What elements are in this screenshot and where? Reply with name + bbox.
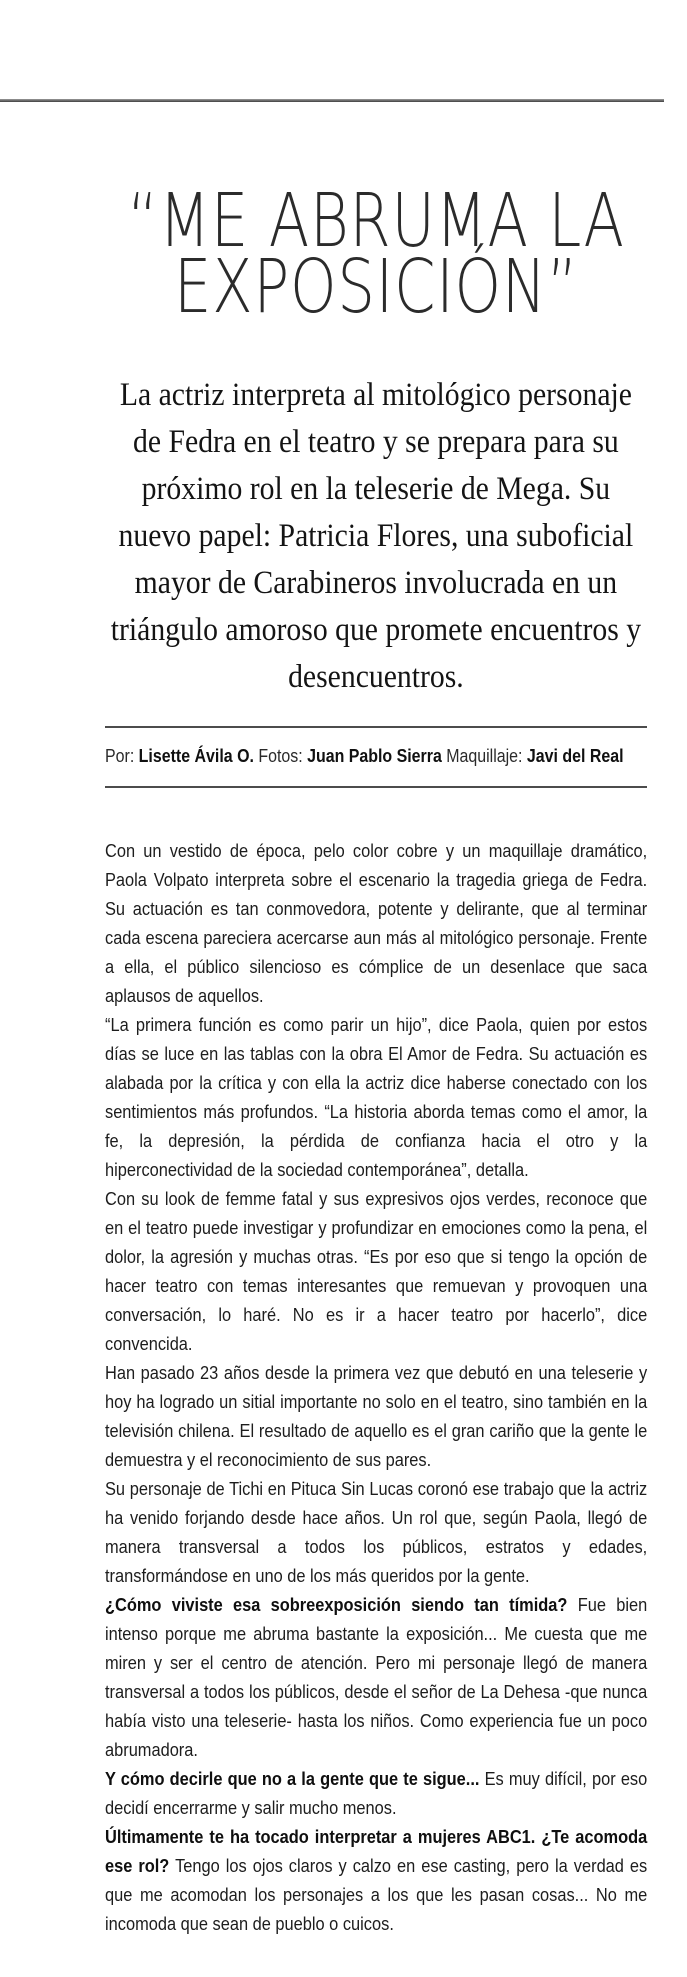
byline bbox=[105, 742, 647, 770]
paragraph: “La primera función es como parir un hijo”, dice Paola, quien por estos días se luce en las tablas con la obra El Amor de Fedra. Su actuación es alabada por la crítica y con ella la actriz dice haberse conectado con los sentimientos más profundos. “La historia aborda temas como el amor, la fe, la depresión, la pérdida de confianza hacia el otro y la hiperconectividad de la sociedad contemporánea”, detalla. bbox=[105, 1014, 648, 1180]
headline-line-1: “ME ABRUMA LA bbox=[127, 178, 625, 264]
article-body bbox=[105, 836, 647, 1938]
qa-paragraph bbox=[105, 1822, 647, 1938]
interview-question: Últimamente te ha tocado interpretar a mujeres ABC1. ¿Te acomoda ese rol? bbox=[105, 1826, 648, 1876]
byline-rule-bottom bbox=[105, 786, 647, 788]
paragraph: Su personaje de Tichi en Pituca Sin Lucas coronó ese trabajo que la actriz ha venido forjando desde hace años. Un rol que, según Paola, llegó de manera transversal a todos los públicos, estratos y edades, transformándose en uno de los más queridos por la gente. bbox=[105, 1478, 648, 1586]
interview-answer: Tengo los ojos claros y calzo en ese casting, pero la verdad es que me acomodan los personajes a los que les pasan cosas... No me incomoda que sean de pueblo o cuicos. bbox=[105, 1855, 648, 1934]
interview-answer: Fue bien intenso porque me abruma bastante la exposición... Me cuesta que me miren y ser el centro de atención. Pero mi personaje llegó de manera transversal a todos los públicos, desde el señor de La Dehesa -que nunca había visto una teleserie- hasta los niños. Como experiencia fue un poco abrumadora. bbox=[105, 1594, 648, 1760]
qa-paragraph bbox=[105, 1764, 647, 1822]
byline-author: Lisette Ávila O. bbox=[138, 746, 254, 766]
qa-paragraph bbox=[105, 1590, 647, 1764]
byline-rule-top bbox=[105, 726, 647, 728]
headline-line-2: EXPOSICIÓN” bbox=[173, 244, 579, 330]
headline bbox=[105, 178, 647, 330]
byline-photographer: Juan Pablo Sierra bbox=[307, 746, 442, 766]
interview-question: Y cómo decirle que no a la gente que te sigue... bbox=[105, 1768, 480, 1789]
paragraph: Con un vestido de época, pelo color cobre y un maquillaje dramático, Paola Volpato interpreta sobre el escenario la tragedia griega de Fedra. Su actuación es tan conmovedora, potente y delirante, que al terminar cada escena pareciera acercarse aun más al mitológico personaje. Frente a ella, el público silencioso es cómplice de un desenlace que saca aplausos de aquellos. bbox=[105, 840, 648, 1006]
paragraph: Con su look de femme fatal y sus expresivos ojos verdes, reconoce que en el teatro puede investigar y profundizar en emociones como la pena, el dolor, la agresión y muchas otras. “Es por eso que si tengo la opción de hacer teatro con temas interesantes que remuevan y provoquen una conversación, lo haré. No es ir a hacer teatro por hacerlo”, dice convencida. bbox=[105, 1188, 648, 1354]
top-rule bbox=[0, 99, 664, 102]
paragraph: Han pasado 23 años desde la primera vez que debutó en una teleserie y hoy ha logrado un sitial importante no solo en el teatro, sino también en la televisión chilena. El resultado de aquello es el gran cariño que la gente le demuestra y el reconocimiento de sus pares. bbox=[105, 1362, 648, 1470]
byline-fotos-label: Fotos: bbox=[253, 746, 308, 766]
deck-paragraph: La actriz interpreta al mitológico personaje de Fedra en el teatro y se prepara para su próximo rol en la teleserie de Mega. Su nuevo papel: Patricia Flores, una suboficial mayor de Carabineros involucrada en un triángulo amoroso que promete encuentros y desencuentros. bbox=[110, 377, 642, 695]
byline-maquillaje-label: Maquillaje: bbox=[441, 746, 527, 766]
interview-question: ¿Cómo viviste esa sobreexposición siendo tan tímida? bbox=[105, 1594, 568, 1615]
interview-answer: Es muy difícil, por eso decidí encerrarme y salir mucho menos. bbox=[105, 1768, 648, 1818]
byline-makeup: Javi del Real bbox=[526, 746, 624, 766]
byline-por-label: Por: bbox=[105, 746, 139, 766]
